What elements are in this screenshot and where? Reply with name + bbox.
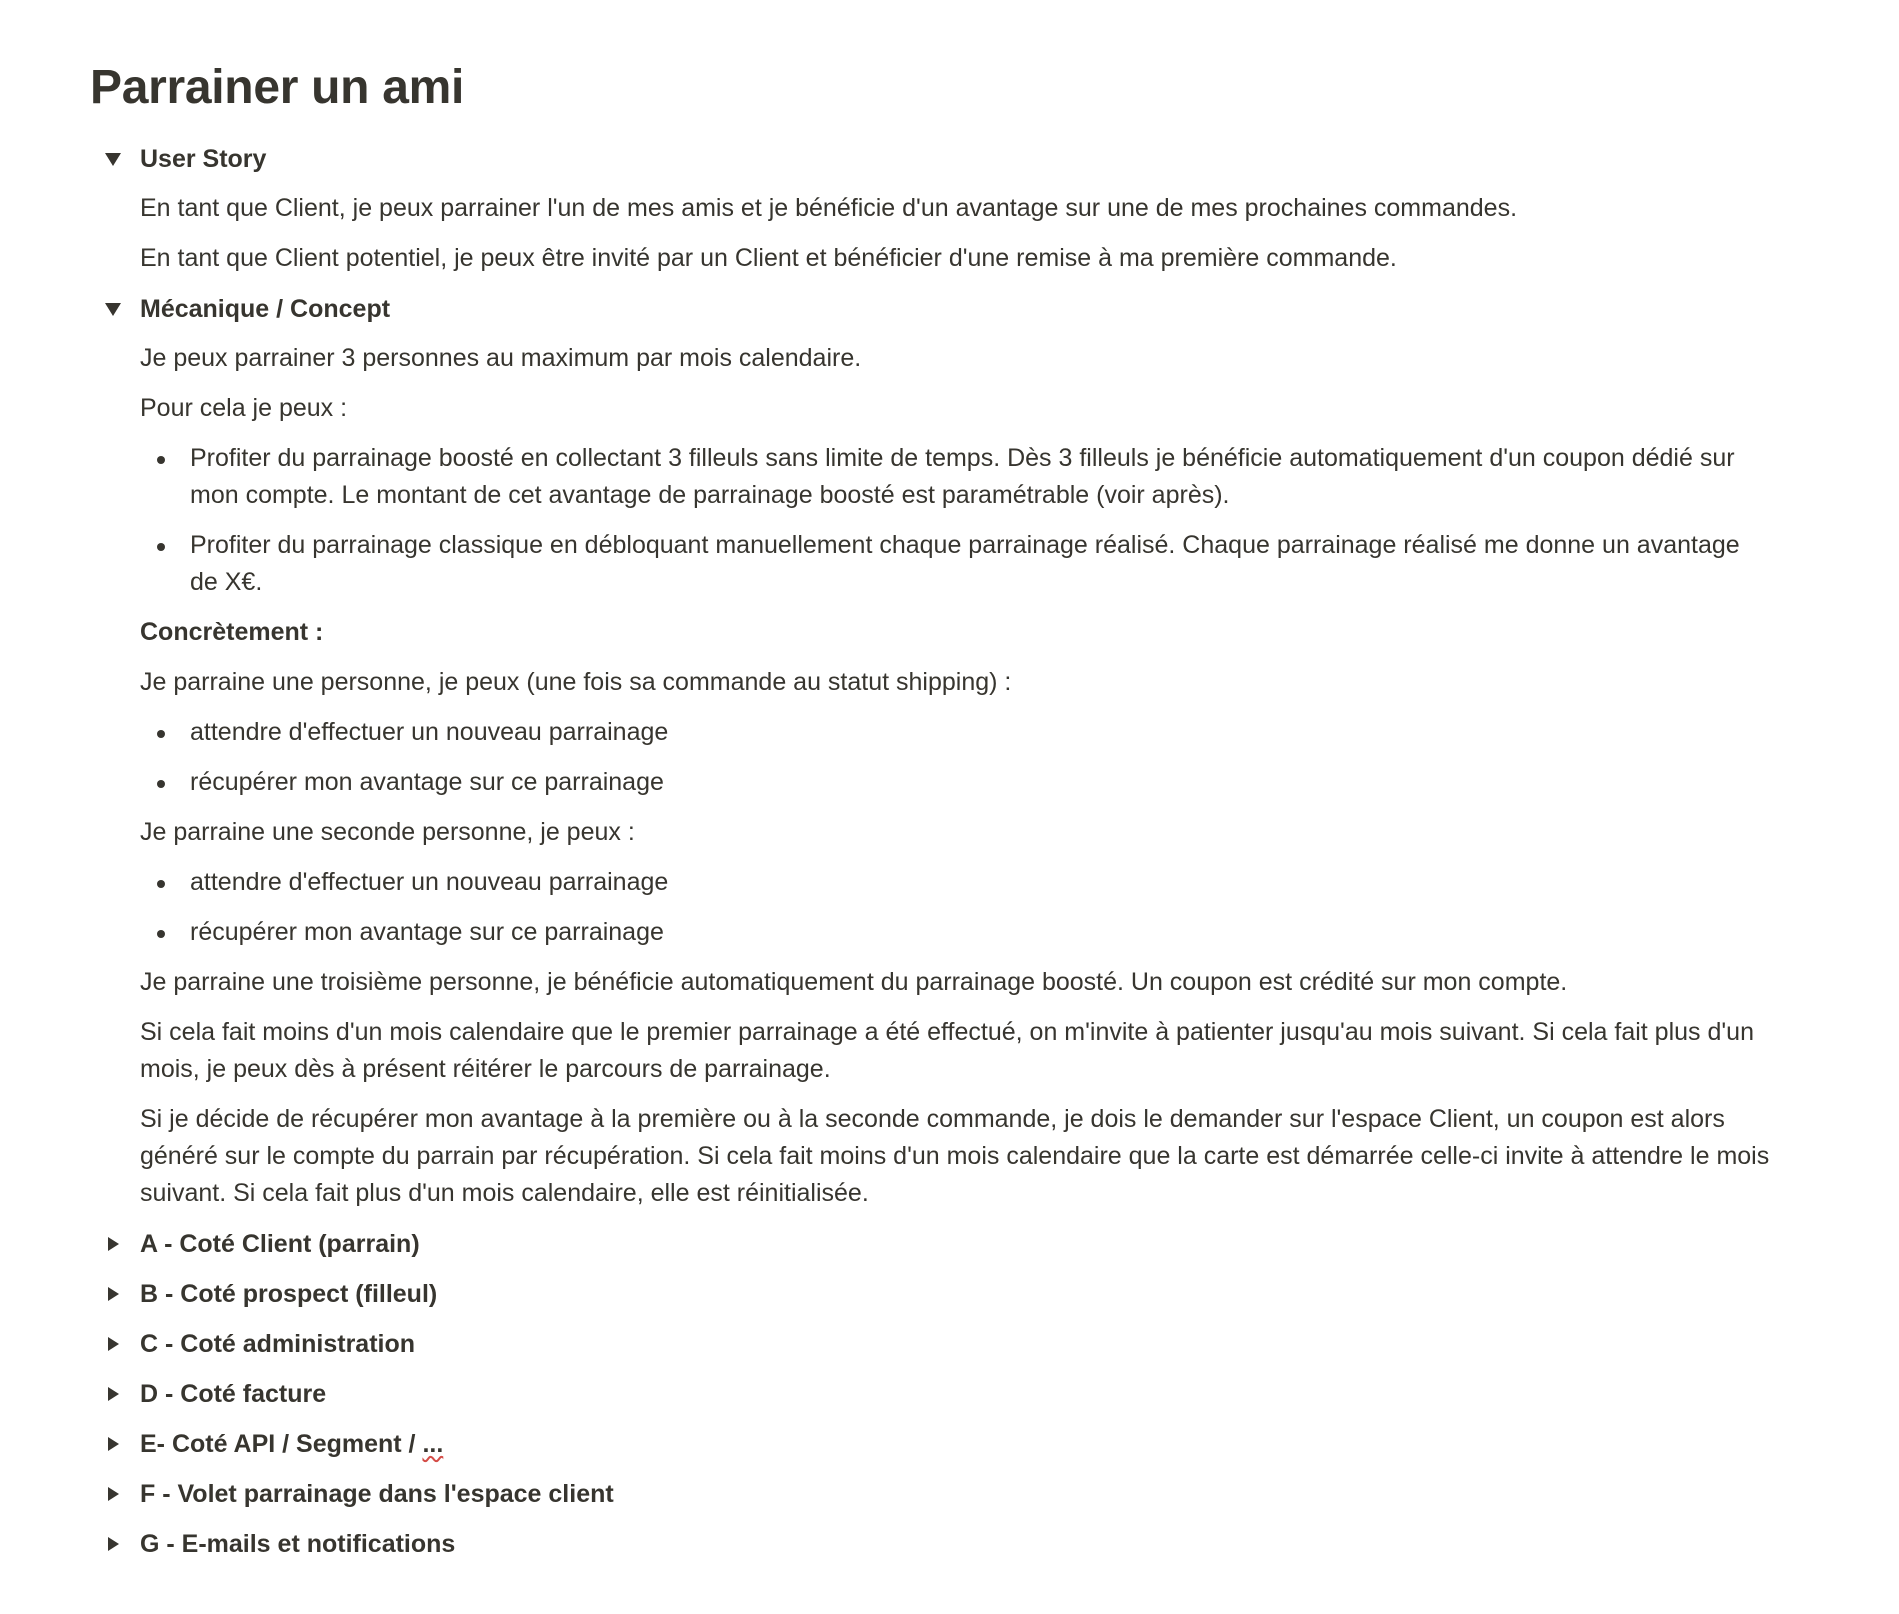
toggle-cote-administration[interactable] (90, 1319, 1770, 1369)
toggle-volet-parrainage[interactable] (90, 1469, 1770, 1519)
paragraph: Si je décide de récupérer mon avantage à la première ou à la seconde commande, je dois le demander sur l'espace Client, un coupon est alors généré sur le compte du parrain par récupération. Si cela fait moins d'un mois calendaire que la carte est démarrée celle-ci invite à attendre le mois suivant. Si cela fait plus d'un mois calendaire, elle est réinitialisée. (140, 1105, 1770, 1207)
toggle-title[interactable]: C - Coté administration (140, 1329, 416, 1358)
toggle-closed-icon[interactable] (102, 1233, 124, 1255)
paragraph: Je parraine une personne, je peux (une fois sa commande au statut shipping) : (140, 668, 1012, 696)
toggle-title[interactable]: User Story (140, 144, 267, 173)
toggle-user-story[interactable] (90, 134, 1770, 184)
toggle-closed-icon[interactable] (102, 1433, 124, 1455)
page-title[interactable]: Parrainer un ami (90, 61, 465, 114)
list-item: attendre d'effectuer un nouveau parrainage (140, 858, 1770, 908)
list-item: récupérer mon avantage sur ce parrainage (140, 908, 1770, 958)
toggle-title[interactable]: B - Coté prospect (filleul) (140, 1279, 438, 1308)
toggle-title[interactable]: F - Volet parrainage dans l'espace client (140, 1479, 614, 1508)
paragraph: En tant que Client potentiel, je peux être invité par un Client et bénéficier d'une remise à ma première commande. (140, 244, 1397, 272)
toggle-cote-facture[interactable] (90, 1369, 1770, 1419)
list-item: Profiter du parrainage classique en débloquant manuellement chaque parrainage réalisé. Chaque parrainage réalisé me donne un avantage de X€. (140, 521, 1770, 608)
paragraph: Je parraine une troisième personne, je bénéficie automatiquement du parrainage boosté. Un coupon est crédité sur mon compte. (140, 968, 1568, 996)
toggle-cote-prospect[interactable] (90, 1269, 1770, 1319)
page (90, 60, 1770, 1569)
paragraph: Je parraine une seconde personne, je peux : (140, 818, 635, 846)
toggle-cote-api[interactable] (90, 1419, 1770, 1469)
subheading: Concrètement : (140, 618, 324, 646)
user-story-content (90, 184, 1770, 284)
toggle-title[interactable]: Mécanique / Concept (140, 294, 391, 323)
list-item: Profiter du parrainage boosté en collectant 3 filleuls sans limite de temps. Dès 3 filleuls je bénéficie automatiquement d'un coupon dédié sur mon compte. Le montant de cet avantage de parrainage boosté est paramétrable (voir après). (140, 434, 1770, 521)
paragraph: En tant que Client, je peux parrainer l'un de mes amis et je bénéficie d'un avantage sur une de mes prochaines commandes. (140, 194, 1518, 222)
toggle-title[interactable] (140, 1430, 443, 1459)
toggle-title[interactable]: A - Coté Client (parrain) (140, 1229, 420, 1258)
toggle-closed-icon[interactable] (102, 1283, 124, 1305)
spellcheck-ellipsis: ... (422, 1429, 444, 1458)
toggle-open-icon[interactable] (102, 148, 124, 170)
paragraph: Je peux parrainer 3 personnes au maximum par mois calendaire. (140, 344, 862, 372)
toggle-title-text: E- Coté API / Segment / (140, 1429, 423, 1458)
paragraph: Si cela fait moins d'un mois calendaire que le premier parrainage a été effectué, on m'invite à patienter jusqu'au mois suivant. Si cela fait plus d'un mois, je peux dès à présent réitérer le parcours de parrainage. (140, 1018, 1754, 1083)
toggle-closed-icon[interactable] (102, 1533, 124, 1555)
mecanique-content (90, 334, 1770, 1219)
toggle-title[interactable]: D - Coté facture (140, 1379, 327, 1408)
toggle-title[interactable]: G - E-mails et notifications (140, 1529, 456, 1558)
toggle-closed-icon[interactable] (102, 1333, 124, 1355)
toggle-emails-notifications[interactable] (90, 1519, 1770, 1569)
toggle-closed-icon[interactable] (102, 1383, 124, 1405)
toggle-cote-client[interactable] (90, 1219, 1770, 1269)
list-item: attendre d'effectuer un nouveau parrainage (140, 708, 1770, 758)
list-item: récupérer mon avantage sur ce parrainage (140, 758, 1770, 808)
toggle-open-icon[interactable] (102, 298, 124, 320)
toggle-closed-icon[interactable] (102, 1483, 124, 1505)
paragraph: Pour cela je peux : (140, 394, 348, 422)
toggle-mecanique-concept[interactable] (90, 284, 1770, 334)
